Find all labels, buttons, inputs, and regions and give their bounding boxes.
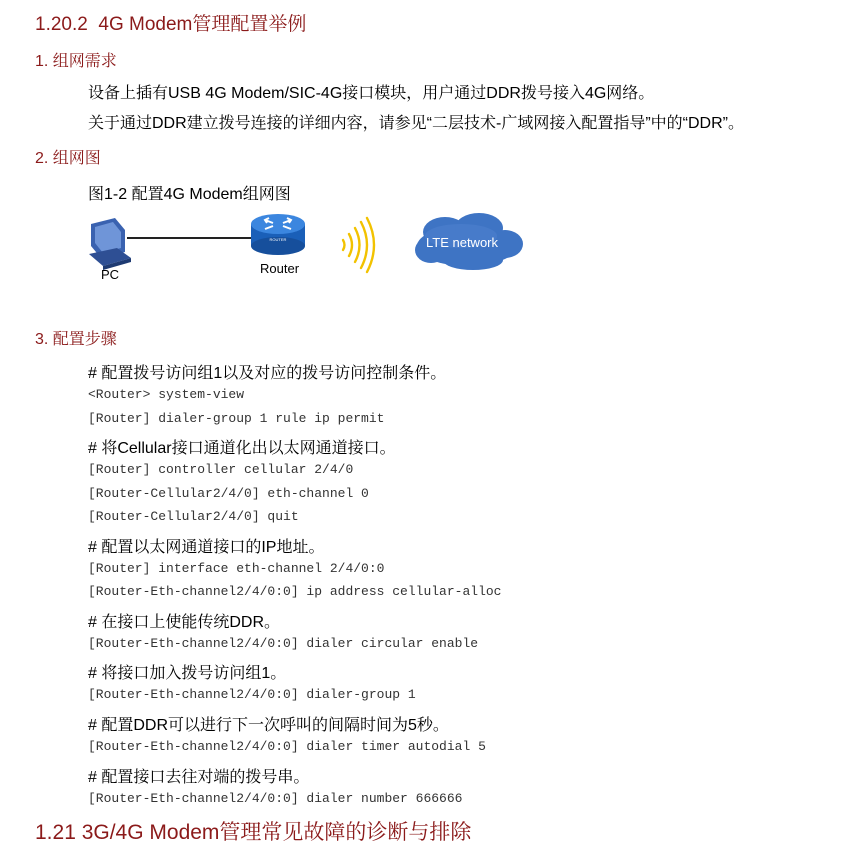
requirements-line-2: 关于通过DDR建立拨号连接的详细内容，请参见“二层技术-广域网接入配置指导”中的“DDR”。: [88, 115, 744, 132]
requirements-heading: 1. 组网需求: [35, 53, 117, 70]
code-line: [Router-Eth-channel2/4/0:0] dialer-group 1: [88, 687, 416, 702]
section-title: [35, 9, 306, 36]
network-diagram-svg: [85, 210, 535, 290]
code-line: <Router> system-view: [88, 387, 245, 402]
next-section-title: 1.21 3G/4G Modem管理常见故障的诊断与排除: [35, 821, 472, 844]
code-line: [Router-Cellular2/4/0] eth-channel 0: [88, 486, 369, 501]
step-comment: # 将Cellular接口通道化出以太网通道接口。: [88, 440, 396, 457]
pc-label: PC: [101, 267, 120, 282]
router-badge: ROUTER: [269, 237, 287, 242]
code-line: [Router-Eth-channel2/4/0:0] dialer number 666666: [88, 791, 463, 806]
requirements-line-1: 设备上插有USB 4G Modem/SIC-4G接口模块，用户通过DDR拨号接入4G网络。: [88, 85, 655, 102]
pc-icon: [89, 218, 131, 270]
step-comment: # 将接口加入拨号访问组1。: [88, 665, 287, 682]
step-comment: # 配置接口去往对端的拨号串。: [88, 769, 310, 786]
code-line: [Router-Eth-channel2/4/0:0] dialer circular enable: [88, 636, 479, 651]
code-line: [Router] dialer-group 1 rule ip permit: [88, 411, 385, 426]
code-line: [Router] controller cellular 2/4/0: [88, 462, 354, 477]
code-line: [Router] interface eth-channel 2/4/0:0: [88, 561, 385, 576]
step-comment: # 配置拨号访问组1以及对应的拨号访问控制条件。: [88, 365, 447, 382]
router-icon: [251, 214, 305, 255]
code-line: [Router-Eth-channel2/4/0:0] dialer timer autodial 5: [88, 739, 486, 754]
diagram-heading: 2. 组网图: [35, 150, 101, 167]
section-title-text: 4G Modem管理配置举例: [98, 14, 307, 35]
steps-heading: 3. 配置步骤: [35, 331, 117, 348]
wireless-signal-icon: [343, 218, 374, 272]
router-label: Router: [260, 261, 300, 276]
network-diagram: [85, 210, 535, 290]
code-line: [Router-Cellular2/4/0] quit: [88, 509, 299, 524]
step-comment: # 配置以太网通道接口的IP地址。: [88, 539, 325, 556]
step-comment: # 在接口上使能传统DDR。: [88, 614, 281, 631]
step-comment: # 配置DDR可以进行下一次呼叫的间隔时间为5秒。: [88, 717, 449, 734]
diagram-caption: 图1-2 配置4G Modem组网图: [88, 186, 291, 203]
section-number: 1.20.2: [35, 14, 88, 35]
code-line: [Router-Eth-channel2/4/0:0] ip address cellular-alloc: [88, 584, 502, 599]
lte-network-label: LTE network: [426, 235, 499, 250]
